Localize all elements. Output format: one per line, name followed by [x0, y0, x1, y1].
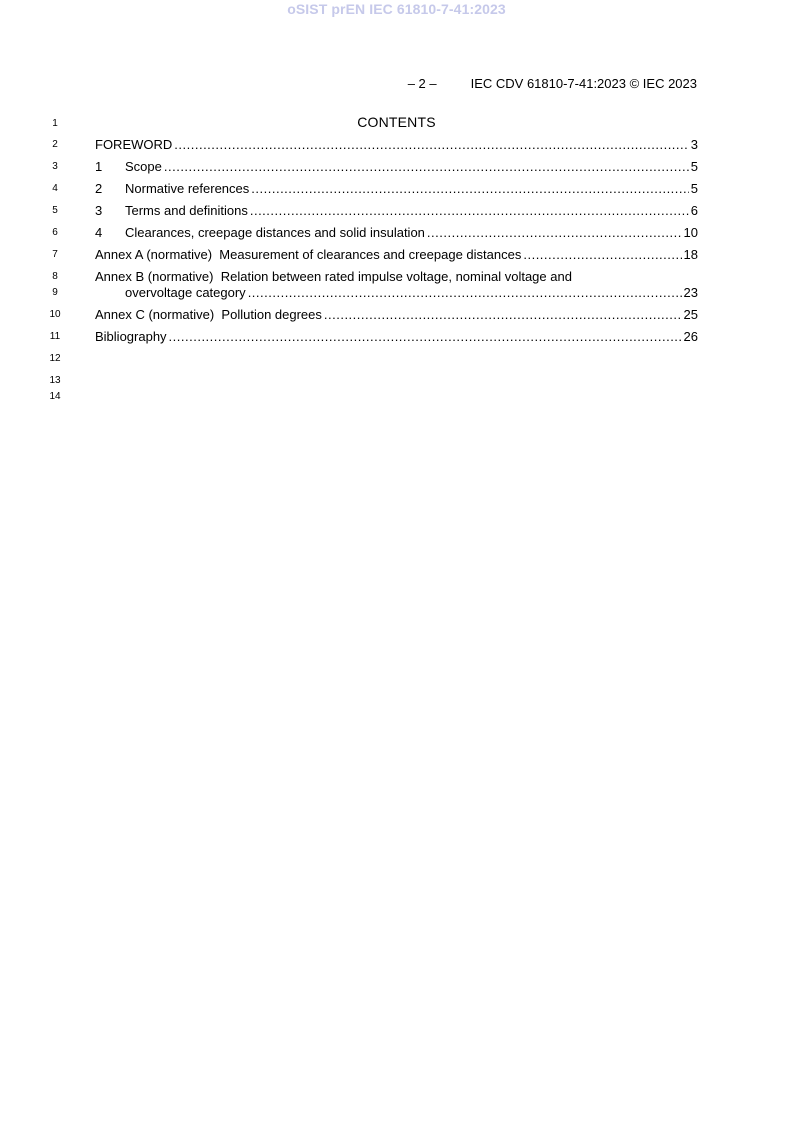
line-number: 10	[49, 309, 61, 320]
line-number: 1	[52, 118, 58, 129]
line-number: 12	[49, 353, 61, 364]
toc-entry-normative-references[interactable]	[95, 181, 698, 197]
page-header	[408, 76, 697, 91]
toc-entry-scope[interactable]	[95, 159, 698, 175]
toc-entry-page: 25	[683, 307, 698, 322]
toc-entry-page: 5	[690, 181, 698, 196]
toc-entry-title: Terms and definitions	[125, 203, 248, 218]
toc-entry-annex-a[interactable]	[95, 247, 698, 263]
toc-entry-title: Annex C (normative) Pollution degrees	[95, 307, 322, 322]
toc-entry-number: 2	[95, 181, 103, 196]
toc-entry-title: Scope	[125, 159, 162, 174]
toc-entry-annex-b-line1[interactable]	[95, 269, 698, 285]
toc-entry-annex-c[interactable]	[95, 307, 698, 323]
toc-entry-page: 6	[690, 203, 698, 218]
toc-entry-terms-definitions[interactable]	[95, 203, 698, 219]
line-number: 7	[52, 249, 58, 260]
toc-entry-number: 4	[95, 225, 103, 240]
toc-entry-page: 26	[683, 329, 698, 344]
line-number: 11	[49, 331, 61, 342]
toc-entry-title: Annex A (normative) Measurement of clearances and creepage distances	[95, 247, 522, 262]
watermark: oSIST prEN IEC 61810-7-41:2023	[287, 1, 506, 17]
contents-title: CONTENTS	[357, 114, 436, 130]
line-number: 13	[49, 375, 61, 386]
toc-entry-page: 23	[683, 285, 698, 300]
toc-entry-clearances[interactable]	[95, 225, 698, 241]
line-number: 9	[52, 287, 58, 298]
toc-entry-number: 1	[95, 159, 103, 174]
page-number: – 2 –	[407, 76, 437, 91]
line-number: 4	[52, 183, 58, 194]
line-number: 5	[52, 205, 58, 216]
toc-entry-page: 5	[690, 159, 698, 174]
toc-entry-title: overvoltage category	[125, 285, 246, 300]
toc-entry-page: 18	[683, 247, 698, 262]
document-id: IEC CDV 61810-7-41:2023 © IEC 2023	[470, 76, 697, 91]
line-number: 3	[52, 161, 58, 172]
toc-entry-title: Bibliography	[95, 329, 167, 344]
toc-entry-title: Normative references	[125, 181, 250, 196]
toc-entry-title: Annex B (normative) Relation between rated impulse voltage, nominal voltage and	[95, 269, 572, 284]
toc-entry-page: 10	[683, 225, 698, 240]
toc-entry-foreword[interactable]	[95, 137, 698, 153]
toc-entry-title: FOREWORD	[95, 137, 173, 152]
line-number: 2	[52, 139, 58, 150]
line-number: 8	[52, 271, 58, 282]
line-number: 14	[49, 391, 61, 402]
line-number: 6	[52, 227, 58, 238]
toc-entry-number: 3	[95, 203, 103, 218]
toc-entry-title: Clearances, creepage distances and solid insulation	[125, 225, 425, 240]
toc-entry-page: 3	[690, 137, 698, 152]
toc-entry-annex-b[interactable]	[95, 285, 698, 301]
toc-entry-bibliography[interactable]	[95, 329, 698, 345]
